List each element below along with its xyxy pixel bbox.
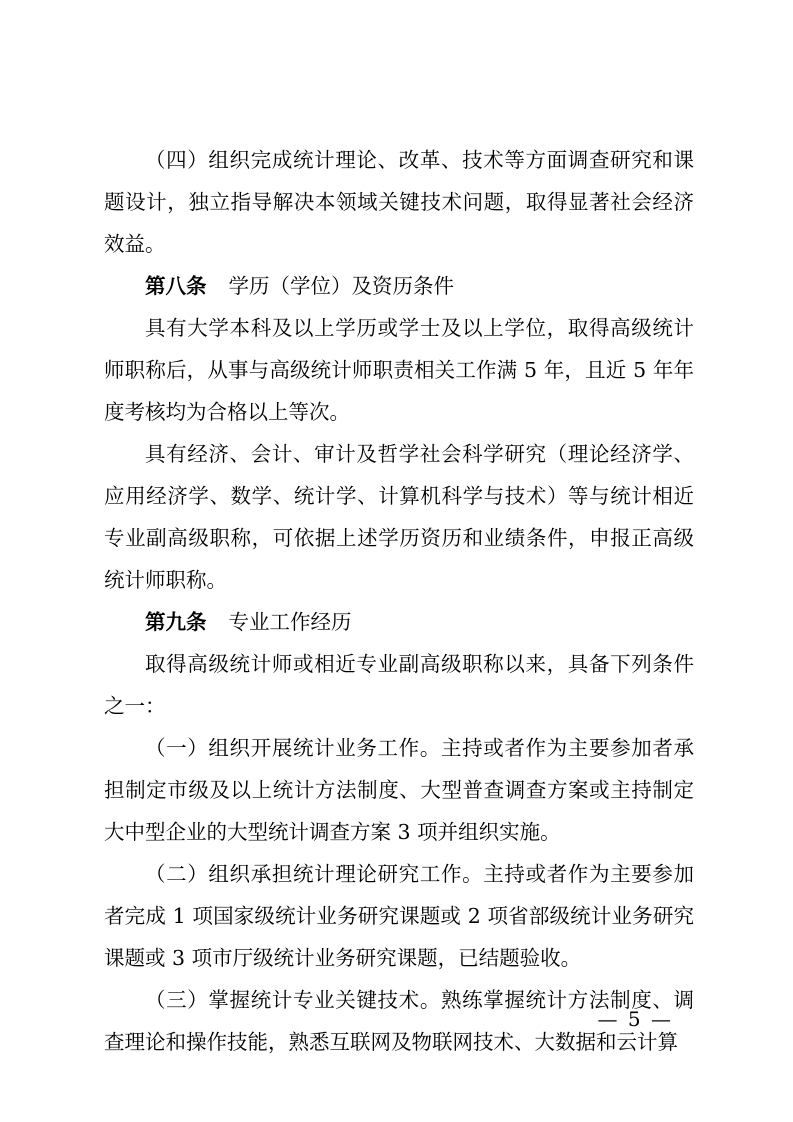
article-9-label: 第九条	[145, 610, 207, 634]
article-8-heading	[104, 265, 694, 307]
paragraph-related-major: 具有经济、会计、审计及哲学社会科学研究（理论经济学、应用经济学、数学、统计学、计算机科学与技术）等与统计相近专业副高级职称，可依据上述学历资历和业绩条件，申报正高级统计师职称。	[104, 442, 694, 592]
paragraph-education-requirement: 具有大学本科及以上学历或学士及以上学位，取得高级统计师职称后，从事与高级统计师职责相关工作满 5 年，且近 5 年年度考核均为合格以上等次。	[104, 316, 694, 424]
paragraph-item-3: （三）掌握统计专业关键技术。熟练掌握统计方法制度、调查理论和操作技能，熟悉互联网及物联网技术、大数据和云计算	[104, 988, 694, 1054]
article-8-title: 学历（学位）及资历条件	[228, 274, 454, 298]
paragraph-work-experience-intro: 取得高级统计师或相近专业副高级职称以来，具备下列条件之一：	[104, 652, 694, 718]
paragraph-item-4: （四）组织完成统计理论、改革、技术等方面调查研究和课题设计，独立指导解决本领域关键技术问题，取得显著社会经济效益。	[104, 148, 694, 256]
paragraph-item-2: （二）组织承担统计理论研究工作。主持或者作为主要参加者完成 1 项国家级统计业务研究课题或 2 项省部级统计业务研究课题或 3 项市厅级统计业务研究课题，已结题验收。	[104, 862, 694, 970]
page-number: — 5 —	[597, 1007, 673, 1031]
paragraph-item-1: （一）组织开展统计业务工作。主持或者作为主要参加者承担制定市级及以上统计方法制度、大型普查调查方案或主持制定大中型企业的大型统计调查方案 3 项并组织实施。	[104, 736, 694, 844]
article-8-label: 第八条	[145, 274, 207, 298]
article-9-title: 专业工作经历	[228, 610, 352, 634]
article-9-heading	[104, 601, 694, 643]
